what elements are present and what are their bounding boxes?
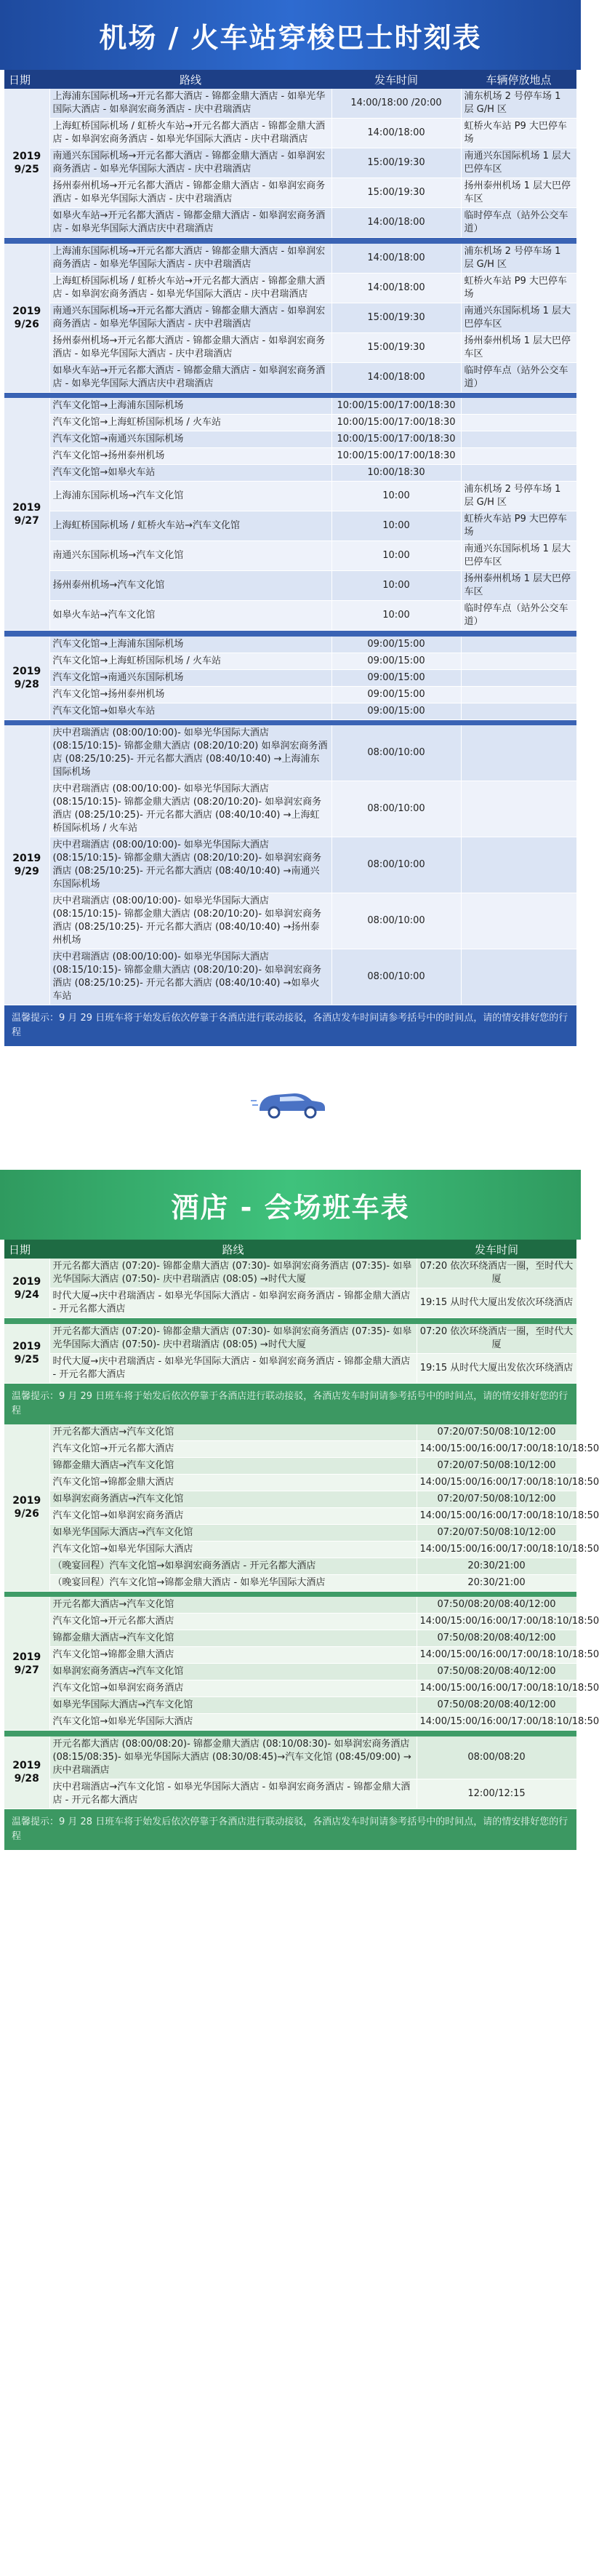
location-cell [461,653,576,669]
group-separator [4,392,576,398]
airport-note: 温馨提示：9 月 29 日班车将于始发后依次停靠于各酒店进行联动接驳，各酒店发车时间请参考括号中的时间点，请的情安排好您的行程 [4,1005,576,1046]
table-row [4,448,576,465]
route-cell: 庆中君瑞酒店 (08:00/10:00)- 如皋光华国际大酒店 (08:15/10:15)- 锦都金鼎大酒店 (08:20/10:20)- 如皋润宏商务酒店 (08:25/10:25)- 开元名都大酒店 (08:40/10:40) →南通兴东国际机场 [49,837,331,893]
time-cell: 10:00 [331,541,461,571]
route-cell: 汽车文化馆→如皋润宏商务酒店 [49,1507,417,1524]
route-cell: 庆中君瑞酒店 (08:00/10:00)- 如皋光华国际大酒店 (08:15/10:15)- 锦都金鼎大酒店 (08:20/10:20)- 如皋润宏商务酒店 (08:25/10:25)- 开元名都大酒店 (08:40/10:40) →如皋火车站 [49,949,331,1005]
route-cell: 汽车文化馆→如皋火车站 [49,703,331,719]
table-row [4,571,576,601]
location-cell: 扬州泰州机场 1 层大巴停车区 [461,178,576,208]
time-cell: 10:00/15:00/17:00/18:30 [331,398,461,415]
header-date: 日期 [4,1240,49,1259]
table-row [4,1288,576,1318]
date-cell: 2019 9/26 [4,1424,49,1592]
group-separator [4,238,576,244]
date-cell: 2019 9/27 [4,1597,49,1731]
table-row [4,465,576,482]
route-cell: 汽车文化馆→上海浦东国际机场 [49,637,331,653]
route-cell: 上海浦东国际机场→汽车文化馆 [49,482,331,511]
route-cell: 汽车文化馆→南通兴东国际机场 [49,431,331,448]
date-cell: 2019 9/24 [4,1259,49,1318]
location-cell: 扬州泰州机场 1 层大巴停车区 [461,332,576,362]
table-row [4,332,576,362]
time-cell: 08:00/08:20 [417,1736,576,1779]
date-cell: 2019 9/27 [4,398,49,631]
table-row [4,1630,576,1647]
table-row [4,362,576,392]
table-row [4,1524,576,1541]
time-cell: 14:00/15:00/16:00/17:00/18:10/18:50 [417,1680,576,1697]
route-cell: 汽车文化馆→开元名都大酒店 [49,1440,417,1457]
route-cell: 如皋光华国际大酒店→汽车文化馆 [49,1697,417,1714]
table-row [4,1541,576,1558]
location-cell: 临时停车点（站外公交车道） [461,362,576,392]
table-row [4,89,576,119]
time-cell: 09:00/15:00 [331,686,461,703]
route-cell: 汽车文化馆→南通兴东国际机场 [49,669,331,686]
time-cell: 14:00/15:00/16:00/17:00/18:10/18:50 [417,1507,576,1524]
group-separator [4,719,576,725]
table-header-row [4,1240,576,1259]
date-cell: 2019 9/29 [4,725,49,1005]
location-cell [461,703,576,719]
location-cell [461,781,576,837]
time-cell: 07:50/08:20/08:40/12:00 [417,1664,576,1680]
group-separator [4,631,576,637]
time-cell: 20:30/21:00 [417,1558,576,1574]
location-cell [461,837,576,893]
group-separator-cell [4,1591,576,1597]
route-cell: 上海虹桥国际机场 / 虹桥火车站→开元名都大酒店 - 锦都金鼎大酒店 - 如皋润宏商务酒店 - 如皋光华国际大酒店 - 庆中君瑞酒店 [49,273,331,303]
route-cell: 如皋润宏商务酒店→汽车文化馆 [49,1491,417,1507]
table-row [4,208,576,238]
location-cell [461,415,576,431]
header-date: 日期 [4,70,49,89]
route-cell: 开元名都大酒店 (08:00/08:20)- 锦都金鼎大酒店 (08:10/08:30)- 如皋润宏商务酒店 (08:15/08:35)- 如皋光华国际大酒店 (08:30/08:45)→汽车文化馆 (08:45/09:00) →庆中君瑞酒店 [49,1736,417,1779]
table-row [4,482,576,511]
table-row [4,1491,576,1507]
route-cell: 汽车文化馆→上海浦东国际机场 [49,398,331,415]
table-row [4,703,576,719]
route-cell: 汽车文化馆→如皋光华国际大酒店 [49,1541,417,1558]
table-row [4,1664,576,1680]
route-cell: 汽车文化馆→如皋光华国际大酒店 [49,1714,417,1731]
table-row [4,1259,576,1288]
group-separator-cell [4,1731,576,1736]
time-cell: 08:00/10:00 [331,893,461,949]
hotel-schedule-table-a [4,1240,577,1384]
location-cell [461,725,576,781]
table-row [4,178,576,208]
route-cell: 庆中君瑞酒店 (08:00/10:00)- 如皋光华国际大酒店 (08:15/10:15)- 锦都金鼎大酒店 (08:20/10:20) 如皋润宏商务酒店 (08:25/10:25)- 开元名都大酒店 (08:40/10:40) →上海浦东国际机场 [49,725,331,781]
location-cell [461,669,576,686]
location-cell [461,949,576,1005]
airport-table-body [4,89,576,1005]
time-cell: 09:00/15:00 [331,637,461,653]
table-row [4,725,576,781]
time-cell: 14:00/18:00 [331,362,461,392]
location-cell: 浦东机场 2 号停车场 1 层 G/H 区 [461,482,576,511]
location-cell: 虹桥火车站 P9 大巴停车场 [461,511,576,541]
table-row [4,303,576,332]
table-row [4,1779,576,1809]
time-cell: 19:15 从时代大厦出发依次环绕酒店 [417,1288,576,1318]
date-cell: 2019 9/26 [4,244,49,393]
time-cell: 14:00/15:00/16:00/17:00/18:10/18:50 [417,1647,576,1664]
time-cell: 14:00/15:00/16:00/17:00/18:10/18:50 [417,1714,576,1731]
location-cell: 浦东机场 2 号停车场 1 层 G/H 区 [461,244,576,274]
group-separator [4,1731,576,1736]
time-cell: 14:00/18:00 [331,119,461,148]
table-row [4,837,576,893]
table-row [4,1647,576,1664]
group-separator [4,1591,576,1597]
hotel-section [0,1240,599,1850]
time-cell: 08:00/10:00 [331,781,461,837]
route-cell: 开元名都大酒店 (07:20)- 锦都金鼎大酒店 (07:30)- 如皋润宏商务酒店 (07:35)- 如皋光华国际大酒店 (07:50)- 庆中君瑞酒店 (08:05) →时代大厦 [49,1259,417,1288]
date-cell: 2019 9/28 [4,637,49,720]
route-cell: 汽车文化馆→锦都金鼎大酒店 [49,1647,417,1664]
route-cell: 上海浦东国际机场→开元名都大酒店 - 锦都金鼎大酒店 - 如皋润宏商务酒店 - 如皋光华国际大酒店 - 庆中君瑞酒店 [49,244,331,274]
route-cell: 上海浦东国际机场→开元名都大酒店 - 锦都金鼎大酒店 - 如皋光华国际大酒店 - 如皋润宏商务酒店 - 庆中君瑞酒店 [49,89,331,119]
route-cell: 开元名都大酒店→汽车文化馆 [49,1424,417,1441]
table-row [4,431,576,448]
time-cell: 09:00/15:00 [331,669,461,686]
route-cell: 庆中君瑞酒店→汽车文化馆 - 如皋光华国际大酒店 - 如皋润宏商务酒店 - 锦都金鼎大酒店 - 开元名都大酒店 [49,1779,417,1809]
table-row [4,273,576,303]
table-row [4,1440,576,1457]
table-row [4,511,576,541]
route-cell: 庆中君瑞酒店 (08:00/10:00)- 如皋光华国际大酒店 (08:15/10:15)- 锦都金鼎大酒店 (08:20/10:20)- 如皋润宏商务酒店 (08:25/10:25)- 开元名都大酒店 (08:40/10:40) →上海虹桥国际机场 / 火车站 [49,781,331,837]
spacer [0,1155,581,1170]
location-cell [461,431,576,448]
table-row [4,601,576,631]
table-row [4,1424,576,1441]
table-row [4,119,576,148]
route-cell: 南通兴东国际机场→开元名都大酒店 - 锦都金鼎大酒店 - 如皋润宏商务酒店 - 如皋光华国际大酒店 - 庆中君瑞酒店 [49,148,331,178]
table-row [4,893,576,949]
route-cell: 汽车文化馆→开元名都大酒店 [49,1614,417,1630]
route-cell: 如皋光华国际大酒店→汽车文化馆 [49,1524,417,1541]
time-cell: 12:00/12:15 [417,1779,576,1809]
table-row [4,1474,576,1491]
time-cell: 14:00/18:00 [331,208,461,238]
route-cell: 汽车文化馆→如皋火车站 [49,465,331,482]
airport-section [0,70,581,1046]
header-location: 车辆停放地点 [461,70,576,89]
time-cell: 08:00/10:00 [331,949,461,1005]
location-cell: 临时停车点（站外公交车道） [461,208,576,238]
group-separator-cell [4,392,576,398]
group-separator-cell [4,719,576,725]
table-header-row [4,70,576,89]
time-cell: 20:30/21:00 [417,1574,576,1591]
time-cell: 07:50/08:20/08:40/12:00 [417,1697,576,1714]
table-row [4,1457,576,1474]
airport-schedule-table [4,70,577,1005]
date-cell: 2019 9/25 [4,1324,49,1384]
hotel-table-body-b [4,1424,599,1809]
hotel-note-1: 温馨提示：9 月 29 日班车将于始发后依次停靠于各酒店进行联动接驳，各酒店发车时间请参考括号中的时间点，请的情安排好您的行程 [4,1384,576,1424]
location-cell: 临时停车点（站外公交车道） [461,601,576,631]
location-cell: 浦东机场 2 号停车场 1 层 G/H 区 [461,89,576,119]
route-cell: 扬州泰州机场→开元名都大酒店 - 锦都金鼎大酒店 - 如皋润宏商务酒店 - 如皋光华国际大酒店 - 庆中君瑞酒店 [49,332,331,362]
time-cell: 07:20 依次环绕酒店一圈，至时代大厦 [417,1259,576,1288]
route-cell: 汽车文化馆→锦都金鼎大酒店 [49,1474,417,1491]
table-row [4,1714,576,1731]
location-cell: 扬州泰州机场 1 层大巴停车区 [461,571,576,601]
route-cell: 汽车文化馆→上海虹桥国际机场 / 火车站 [49,415,331,431]
table-row [4,1353,576,1383]
table-row [4,637,576,653]
time-cell: 14:00/15:00/16:00/17:00/18:10/18:50 [417,1541,576,1558]
time-cell: 08:00/10:00 [331,725,461,781]
time-cell: 10:00/15:00/17:00/18:30 [331,448,461,465]
table-row [4,398,576,415]
date-cell: 2019 9/28 [4,1736,49,1809]
hotel-note-2: 温馨提示：9 月 28 日班车将于始发后依次停靠于各酒店进行联动接驳，各酒店发车时间请参考括号中的时间点，请的情安排好您的行程 [4,1809,576,1850]
route-cell: 汽车文化馆→如皋润宏商务酒店 [49,1680,417,1697]
route-cell: 锦都金鼎大酒店→汽车文化馆 [49,1457,417,1474]
time-cell: 15:00/19:30 [331,332,461,362]
group-separator [4,1318,576,1324]
time-cell: 15:00/19:30 [331,148,461,178]
route-cell: 如皋火车站→开元名都大酒店 - 锦都金鼎大酒店 - 如皋润宏商务酒店 - 如皋光华国际大酒店庆中君瑞酒店 [49,362,331,392]
time-cell: 09:00/15:00 [331,703,461,719]
time-cell: 07:20/07:50/08:10/12:00 [417,1424,576,1441]
table-row [4,1736,576,1779]
route-cell: （晚宴回程）汽车文化馆→如皋润宏商务酒店 - 开元名都大酒店 [49,1558,417,1574]
hotel-section-title: 酒店 - 会场班车表 [0,1170,581,1240]
location-cell [461,893,576,949]
time-cell: 15:00/19:30 [331,303,461,332]
route-cell: 扬州泰州机场→开元名都大酒店 - 锦都金鼎大酒店 - 如皋润宏商务酒店 - 如皋光华国际大酒店 - 庆中君瑞酒店 [49,178,331,208]
time-cell: 07:20/07:50/08:10/12:00 [417,1524,576,1541]
time-cell: 10:00 [331,482,461,511]
table-row [4,1507,576,1524]
table-row [4,1558,576,1574]
time-cell: 07:20/07:50/08:10/12:00 [417,1491,576,1507]
table-row [4,1614,576,1630]
table-row [4,1597,576,1614]
location-cell [461,686,576,703]
header-route: 路线 [49,70,331,89]
table-row [4,1680,576,1697]
route-cell: 南通兴东国际机场→开元名都大酒店 - 锦都金鼎大酒店 - 如皋润宏商务酒店 - 如皋光华国际大酒店 - 庆中君瑞酒店 [49,303,331,332]
time-cell: 07:20 依次环绕酒店一圈，至时代大厦 [417,1324,576,1354]
group-separator-cell [4,631,576,637]
time-cell: 10:00 [331,571,461,601]
table-row [4,669,576,686]
route-cell: 时代大厦→庆中君瑞酒店 - 如皋光华国际大酒店 - 如皋润宏商务酒店 - 锦都金鼎大酒店 - 开元名都大酒店 [49,1288,417,1318]
route-cell: 开元名都大酒店 (07:20)- 锦都金鼎大酒店 (07:30)- 如皋润宏商务酒店 (07:35)- 如皋光华国际大酒店 (07:50)- 庆中君瑞酒店 (08:05) →时代大厦 [49,1324,417,1354]
time-cell: 14:00/15:00/16:00/17:00/18:10/18:50 [417,1614,576,1630]
route-cell: 扬州泰州机场→汽车文化馆 [49,571,331,601]
table-row [4,1574,576,1591]
time-cell: 07:50/08:20/08:40/12:00 [417,1597,576,1614]
time-cell: 08:00/10:00 [331,837,461,893]
time-cell: 15:00/19:30 [331,178,461,208]
table-row [4,1697,576,1714]
header-time: 发车时间 [417,1240,576,1259]
header-time: 发车时间 [331,70,461,89]
location-cell: 南通兴东国际机场 1 层大巴停车区 [461,303,576,332]
time-cell: 10:00/15:00/17:00/18:30 [331,431,461,448]
table-row [4,148,576,178]
divider-area [0,1046,581,1155]
location-cell [461,637,576,653]
route-cell: 如皋火车站→汽车文化馆 [49,601,331,631]
time-cell: 09:00/15:00 [331,653,461,669]
date-cell: 2019 9/25 [4,89,49,238]
time-cell: 10:00 [331,511,461,541]
route-cell: 如皋润宏商务酒店→汽车文化馆 [49,1664,417,1680]
table-row [4,415,576,431]
route-cell: 时代大厦→庆中君瑞酒店 - 如皋光华国际大酒店 - 如皋润宏商务酒店 - 锦都金鼎大酒店 - 开元名都大酒店 [49,1353,417,1383]
time-cell: 10:00/18:30 [331,465,461,482]
location-cell [461,448,576,465]
table-row [4,686,576,703]
time-cell: 14:00/18:00 [331,244,461,274]
table-row [4,781,576,837]
location-cell: 虹桥火车站 P9 大巴停车场 [461,119,576,148]
time-cell: 07:20/07:50/08:10/12:00 [417,1457,576,1474]
time-cell: 14:00/15:00/16:00/17:00/18:10/18:50 [417,1474,576,1491]
car-icon [251,1079,331,1122]
time-cell: 19:15 从时代大厦出发依次环绕酒店 [417,1353,576,1383]
time-cell: 14:00/15:00/16:00/17:00/18:10/18:50 [417,1440,576,1457]
group-separator-cell [4,238,576,244]
route-cell: 汽车文化馆→上海虹桥国际机场 / 火车站 [49,653,331,669]
route-cell: 庆中君瑞酒店 (08:00/10:00)- 如皋光华国际大酒店 (08:15/10:15)- 锦都金鼎大酒店 (08:20/10:20)- 如皋润宏商务酒店 (08:25/10:25)- 开元名都大酒店 (08:40/10:40) →扬州泰州机场 [49,893,331,949]
hotel-schedule-table-b [4,1424,599,1809]
hotel-table-body-a [4,1259,576,1383]
table-row [4,541,576,571]
route-cell: 锦都金鼎大酒店→汽车文化馆 [49,1630,417,1647]
time-cell: 10:00/15:00/17:00/18:30 [331,415,461,431]
route-cell: 如皋火车站→开元名都大酒店 - 锦都金鼎大酒店 - 如皋润宏商务酒店 - 如皋光华国际大酒店庆中君瑞酒店 [49,208,331,238]
route-cell: 汽车文化馆→扬州泰州机场 [49,686,331,703]
location-cell: 南通兴东国际机场 1 层大巴停车区 [461,148,576,178]
route-cell: 上海虹桥国际机场 / 虹桥火车站→汽车文化馆 [49,511,331,541]
route-cell: 上海虹桥国际机场 / 虹桥火车站→开元名都大酒店 - 锦都金鼎大酒店 - 如皋润宏商务酒店 - 如皋光华国际大酒店 - 庆中君瑞酒店 [49,119,331,148]
location-cell [461,398,576,415]
table-row [4,653,576,669]
airport-section-title: 机场 / 火车站穿梭巴士时刻表 [0,0,581,70]
group-separator-cell [4,1318,576,1324]
table-row [4,1324,576,1354]
time-cell: 14:00/18:00 [331,273,461,303]
route-cell: 开元名都大酒店→汽车文化馆 [49,1597,417,1614]
location-cell: 虹桥火车站 P9 大巴停车场 [461,273,576,303]
location-cell [461,465,576,482]
table-row [4,244,576,274]
route-cell: 南通兴东国际机场→汽车文化馆 [49,541,331,571]
time-cell: 07:50/08:20/08:40/12:00 [417,1630,576,1647]
header-route: 路线 [49,1240,417,1259]
table-row [4,949,576,1005]
time-cell: 14:00/18:00 /20:00 [331,89,461,119]
route-cell: （晚宴回程）汽车文化馆→锦都金鼎大酒店 - 如皋光华国际大酒店 [49,1574,417,1591]
route-cell: 汽车文化馆→扬州泰州机场 [49,448,331,465]
location-cell: 南通兴东国际机场 1 层大巴停车区 [461,541,576,571]
time-cell: 10:00 [331,601,461,631]
